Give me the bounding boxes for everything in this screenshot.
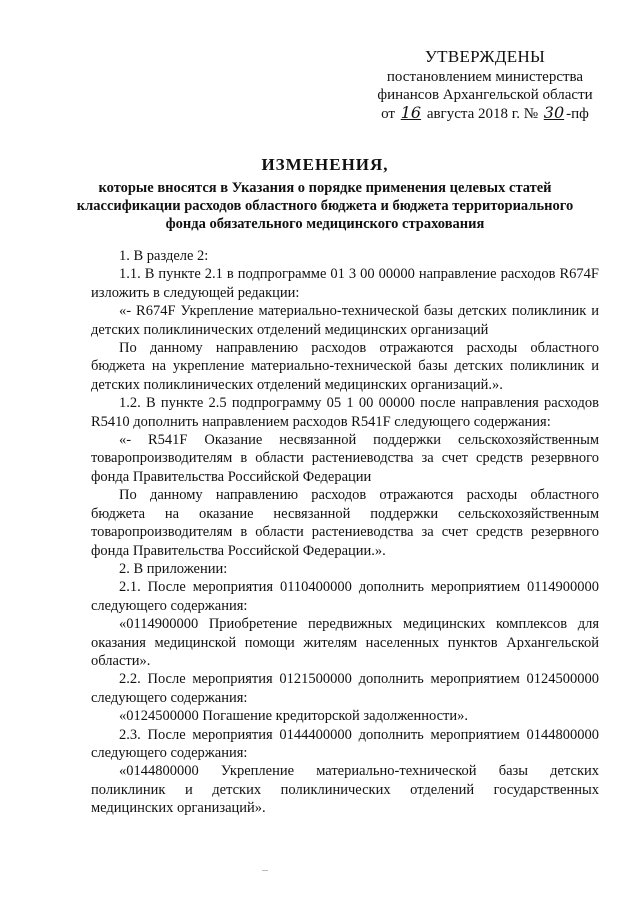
heading-title: ИЗМЕНЕНИЯ, xyxy=(261,155,389,174)
handwritten-number: 30 xyxy=(543,103,565,122)
approval-line-1: постановлением министерства xyxy=(386,69,584,85)
paragraph-quote-0114900000: «0114900000 Приобретение передвижных медицинских комплексов для оказания медицинской помощи жителям населенных пунктов Архангельской области». xyxy=(91,616,599,669)
document-body xyxy=(91,247,599,818)
paragraph-section-2: 2. В приложении: xyxy=(119,560,228,577)
paragraph-r541f-description: По данному направлению расходов отражаются расходы областного бюджета на оказание несвязанной поддержки сельскохозяйственным товаропроизводителям в области растениеводства за счет средств резервного фонда Правительства Российской Федерации.». xyxy=(91,487,599,559)
approval-line-2: финансов Архангельской области xyxy=(377,87,593,103)
paragraph-section-1: 1. В разделе 2: xyxy=(119,248,209,264)
paragraph-2-3: 2.3. После мероприятия 0144400000 дополнить мероприятием 0144800000 следующего содержания: xyxy=(91,726,599,761)
heading-subtitle: которые вносятся в Указания о порядке применения целевых статей классификации расходов областного бюджета и бюджета территориального фонда обязательного медицинского страхования xyxy=(76,180,574,232)
paragraph-r674f-description: По данному направлению расходов отражаются расходы областного бюджета на укрепление материально-технической базы детских поликлиник и детских поликлинических отделений медицинских организаций.». xyxy=(91,340,599,393)
number-suffix: -пф xyxy=(566,106,589,122)
date-prefix: от xyxy=(381,106,395,122)
paragraph-quote-r541f: «- R541F Оказание несвязанной поддержки сельскохозяйственным товаропроизводителям в области растениеводства за счет средств резервного фонда Правительства Российской Федерации xyxy=(91,432,599,485)
date-middle: августа 2018 г. № xyxy=(426,106,539,122)
paragraph-quote-0124500000: «0124500000 Погашение кредиторской задолженности». xyxy=(119,708,468,725)
paragraph-2-2: 2.2. После мероприятия 0121500000 дополнить мероприятием 0124500000 следующего содержания: xyxy=(91,671,599,706)
paragraph-2-1: 2.1. После мероприятия 0110400000 дополнить мероприятием 0114900000 следующего содержания: xyxy=(91,579,599,614)
approval-title: УТВЕРЖДЕНЫ xyxy=(424,47,546,66)
scan-mark xyxy=(262,870,268,871)
paragraph-quote-r674f: «- R674F Укрепление материально-технической базы детских поликлиник и детских поликлинических отделений медицинских организаций xyxy=(91,303,599,338)
document-heading xyxy=(60,155,590,233)
approval-date-line xyxy=(370,104,600,123)
handwritten-day: 16 xyxy=(400,103,422,122)
paragraph-quote-0144800000: «0144800000 Укрепление материально-технической базы детских поликлиник и детских поликлинических отделений государственных медицинских организаций». xyxy=(91,763,599,817)
paragraph-1-2: 1.2. В пункте 2.5 подпрограмму 05 1 00 00000 после направления расходов R5410 дополнить направлением расходов R541F следующего содержания: xyxy=(91,395,599,430)
paragraph-1-1: 1.1. В пункте 2.1 в подпрограмме 01 3 00 00000 направление расходов R674F изложить в следующей редакции: xyxy=(91,266,599,301)
approval-block xyxy=(370,48,600,123)
